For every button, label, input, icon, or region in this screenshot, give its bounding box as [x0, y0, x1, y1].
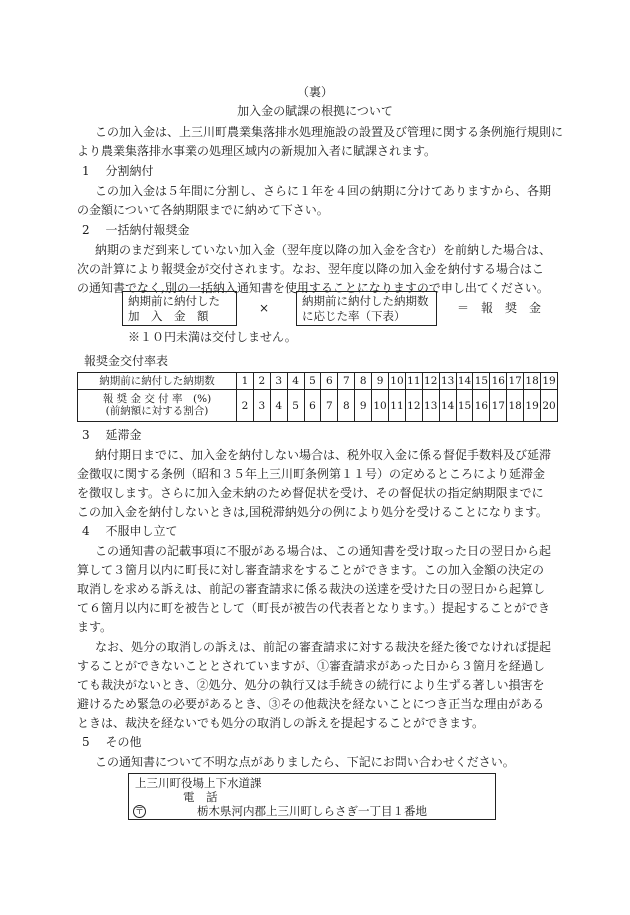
section-4-line: 算して３箇月以内に町長に対し審査請求をすることができます。この加入金額の決定の	[77, 563, 545, 577]
section-4-line: この通知書の記載事項に不服がある場合は、この通知書を受け取った日の翌日から起	[95, 544, 552, 558]
table-row	[78, 373, 558, 390]
table-cell: 1	[237, 373, 254, 390]
section-5-line: この通知書について不明な点がありましたら、下記にお問い合わせください。	[95, 755, 515, 769]
section-4-line: ときは、裁決を経ないでも処分の取消しの訴えを提起することができます。	[77, 716, 485, 730]
formula-box-amount	[122, 291, 237, 326]
table-cell: 11	[405, 373, 422, 390]
section-heading-2: 2 一括納付報奨金	[82, 223, 190, 237]
table-cell: 2	[237, 390, 254, 422]
table-row-header-line: (前納額に対する割合)	[105, 404, 209, 417]
back-side-label: （裏）	[296, 85, 333, 99]
table-cell: 4	[270, 390, 287, 422]
table-cell: 16	[490, 373, 507, 390]
table-row-header: 納期前に納付した納期数	[78, 373, 237, 390]
table-cell: 14	[439, 390, 456, 422]
formula-box-rate	[296, 291, 437, 326]
intro-line: より農業集落排水事業の処理区域内の新規加入者に賦課されます。	[77, 144, 437, 158]
table-cell: 6	[304, 390, 321, 422]
section-1-line: この加入金は５年間に分割し、さらに１年を４回の納期に分けてありますから、各期	[95, 184, 552, 198]
section-2-line: の通知書でなく,別の一括納入通知書を使用することになりますので申し出てください。	[77, 281, 549, 295]
contact-address: 栃木県河内郡上三川町しらさぎ一丁目１番地	[197, 804, 427, 818]
table-cell: 2	[253, 373, 270, 390]
formula-box-text: 納期前に納付した	[128, 294, 220, 308]
postal-mark-icon: 〒	[134, 807, 144, 817]
table-cell: 8	[338, 390, 355, 422]
table-cell: 15	[473, 373, 490, 390]
table-cell: 7	[338, 373, 355, 390]
rounding-note: ※１０円未満は交付しません。	[128, 330, 297, 344]
table-cell: 13	[439, 373, 456, 390]
table-cell: 15	[456, 390, 473, 422]
section-4-line: することができないこととされていますが、①審査請求があった日から３箇月を経過し	[77, 659, 545, 673]
table-row-header-line: 報 奨 金 交 付 率 (%)	[102, 393, 212, 406]
table-cell: 10	[389, 373, 406, 390]
table-title: 報奨金交付率表	[84, 354, 169, 368]
formula-box-text: 加 入 金 額	[128, 309, 209, 323]
reward-rate-table	[77, 372, 558, 422]
table-cell: 8	[355, 373, 372, 390]
table-cell: 9	[355, 390, 372, 422]
section-3-line: 納付期日までに、加入金を納付しない場合は、税外収入金に係る督促手数料及び延滞	[95, 448, 552, 462]
intro-line: この加入金は、上三川町農業集落排水処理施設の設置及び管理に関する条例施行規則に	[95, 125, 564, 139]
table-row	[78, 390, 558, 422]
table-cell: 14	[456, 373, 473, 390]
table-row-header	[78, 390, 237, 422]
table-cell: 19	[541, 373, 558, 390]
table-cell: 17	[490, 390, 507, 422]
section-4-line: ても裁決がないとき、②処分、処分の執行又は手続きの続行により生ずる著しい損害を	[77, 678, 545, 692]
document-title: 加入金の賦課の根拠について	[237, 104, 393, 118]
section-heading-5: 5 その他	[82, 735, 142, 749]
table-cell: 18	[524, 373, 541, 390]
table-cell: 18	[507, 390, 524, 422]
table-cell: 12	[405, 390, 422, 422]
section-4-line: て６箇月以内に町を被告として（町長が被告の代表者となります。）提起することができ	[77, 601, 551, 615]
section-4-line: 取消しを求める訴えは、前記の審査請求に係る裁決の送達を受けた日の翌日から起算し	[77, 582, 546, 596]
section-heading-1: 1 分割納付	[82, 164, 154, 178]
section-3-line: この加入金を納付しないときは,国税滞納処分の例により処分を受けることになります。	[77, 505, 548, 519]
table-cell: 11	[389, 390, 406, 422]
table-cell: 6	[321, 373, 338, 390]
contact-box	[128, 773, 496, 820]
section-1-line: の金額について各納期限までに納めて下さい。	[77, 203, 329, 217]
section-heading-4: 4 不服申し立て	[82, 524, 178, 538]
formula-box-text: に応じた率（下表）	[302, 309, 406, 323]
section-2-line: 次の計算により報奨金が交付されます。なお、翌年度以降の加入金を納付する場合はこ	[77, 262, 545, 276]
formula-times: ×	[259, 301, 270, 315]
table-cell: 19	[524, 390, 541, 422]
table-cell: 5	[304, 373, 321, 390]
table-cell: 10	[372, 390, 389, 422]
section-4-line: なお、処分の取消しの訴えは、前記の審査請求に対する裁決を経た後でなければ提起	[95, 640, 552, 654]
table-cell: 16	[473, 390, 490, 422]
table-cell: 20	[541, 390, 558, 422]
table-cell: 13	[422, 390, 439, 422]
table-cell: 3	[270, 373, 287, 390]
table-cell: 9	[372, 373, 389, 390]
section-3-line: 金徴収に関する条例（昭和３５年上三川町条例第１１号）の定めるところにより延滞金	[77, 467, 546, 481]
table-cell: 12	[422, 373, 439, 390]
contact-office: 上三川町役場上下水道課	[135, 776, 262, 790]
formula-box-text: 納期前に納付した納期数	[302, 294, 429, 308]
section-4-line: 避けるため緊急の必要があるとき、③その他裁決を経ないことにつき正当な理由がある	[77, 697, 545, 711]
section-4-line: ます。	[77, 620, 113, 634]
table-cell: 17	[507, 373, 524, 390]
contact-phone-label: 電 話	[183, 790, 218, 804]
formula-result: ＝ 報 奨 金	[457, 301, 542, 315]
table-cell: 7	[321, 390, 338, 422]
table-cell: 5	[287, 390, 304, 422]
section-3-line: を徴収します。さらに加入金未納のため督促状を受け、その督促状の指定納期限までに	[77, 486, 544, 500]
table-cell: 3	[253, 390, 270, 422]
section-heading-3: 3 延滞金	[82, 428, 142, 442]
section-2-line: 納期のまだ到来していない加入金（翌年度以降の加入金を含む）を前納した場合は、	[95, 243, 552, 257]
table-cell: 4	[287, 373, 304, 390]
